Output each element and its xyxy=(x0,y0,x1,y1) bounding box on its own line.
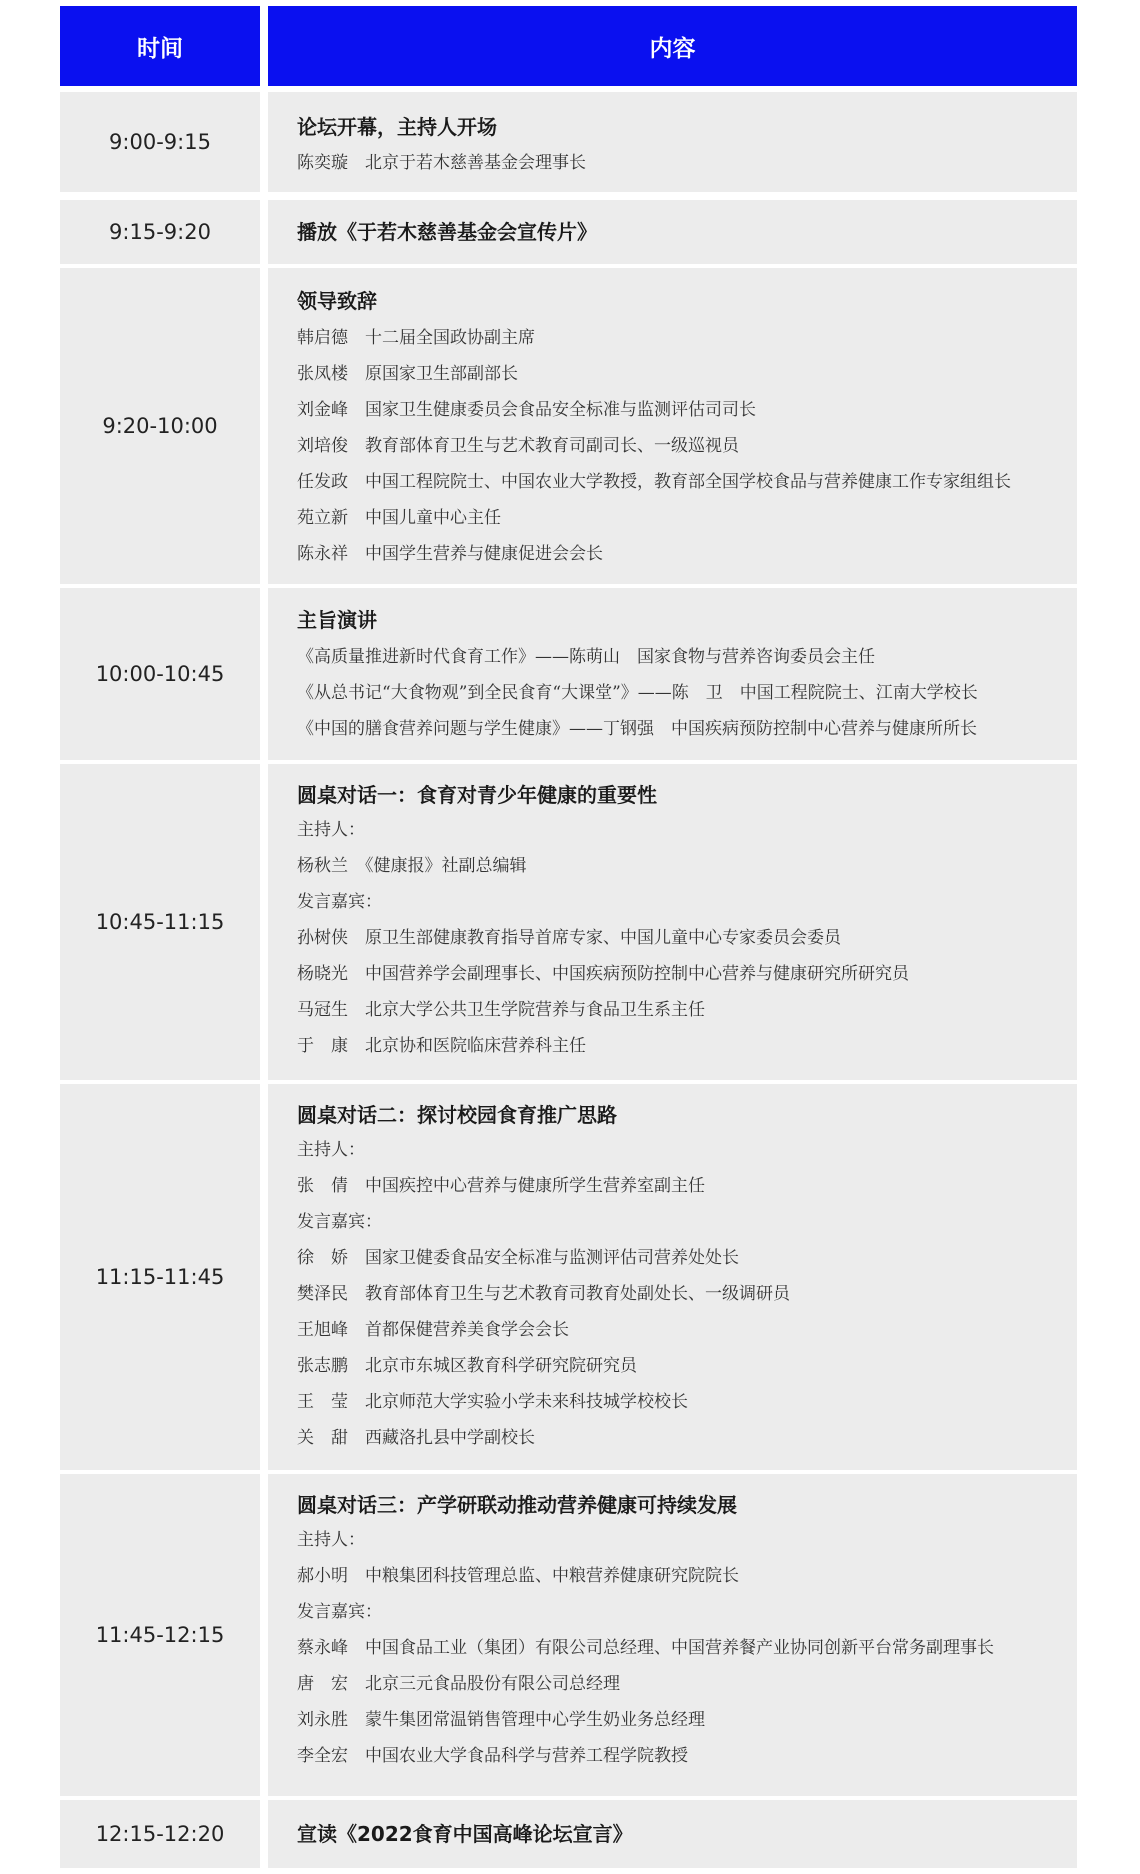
row-line: 孙树侠 原卫生部健康教育指导首席专家、中国儿童中心专家委员会委员 xyxy=(297,928,841,948)
row-time: 10:00-10:45 xyxy=(60,588,260,760)
row-line: 马冠生 北京大学公共卫生学院营养与食品卫生系主任 xyxy=(297,1000,705,1020)
row-line: 发言嘉宾： xyxy=(297,892,382,912)
row-line: 关 甜 西藏洛扎县中学副校长 xyxy=(297,1428,535,1448)
row-line: 主持人： xyxy=(297,1140,365,1160)
row-title: 圆桌对话二：探讨校园食育推广思路 xyxy=(297,1103,617,1127)
row-line: 陈奕璇 北京于若木慈善基金会理事长 xyxy=(297,153,586,173)
row-title: 圆桌对话一：食育对青少年健康的重要性 xyxy=(297,783,657,807)
row-line: 《从总书记“大食物观”到全民食育“大课堂”》——陈 卫 中国工程院院士、江南大学校长 xyxy=(297,683,978,703)
agenda-row xyxy=(60,268,1077,584)
row-lines xyxy=(297,639,1077,747)
row-lines xyxy=(297,1132,1077,1456)
row-lines xyxy=(297,1522,1077,1774)
agenda-row xyxy=(60,92,1077,192)
row-line: 陈永祥 中国学生营养与健康促进会会长 xyxy=(297,544,603,564)
row-line: 蔡永峰 中国食品工业（集团）有限公司总经理、中国营养餐产业协同创新平台常务副理事长 xyxy=(297,1638,994,1658)
agenda-row xyxy=(60,1084,1077,1470)
row-content xyxy=(268,268,1077,584)
row-line: 发言嘉宾： xyxy=(297,1602,382,1622)
agenda-row xyxy=(60,200,1077,264)
row-content xyxy=(268,588,1077,760)
row-line: 刘永胜 蒙牛集团常温销售管理中心学生奶业务总经理 xyxy=(297,1710,705,1730)
row-title: 圆桌对话三：产学研联动推动营养健康可持续发展 xyxy=(297,1493,737,1517)
row-line: 《中国的膳食营养问题与学生健康》——丁钢强 中国疾病预防控制中心营养与健康所所长 xyxy=(297,719,977,739)
row-line: 徐 娇 国家卫健委食品安全标准与监测评估司营养处处长 xyxy=(297,1248,739,1268)
row-content xyxy=(268,1474,1077,1796)
agenda-row xyxy=(60,1800,1077,1868)
row-title: 主旨演讲 xyxy=(297,608,377,632)
row-line: 《高质量推进新时代食育工作》——陈萌山 国家食物与营养咨询委员会主任 xyxy=(297,647,875,667)
row-line: 韩启德 十二届全国政协副主席 xyxy=(297,328,535,348)
row-line: 于 康 北京协和医院临床营养科主任 xyxy=(297,1036,586,1056)
row-time: 9:15-9:20 xyxy=(60,200,260,264)
row-content xyxy=(268,764,1077,1080)
row-time: 12:15-12:20 xyxy=(60,1800,260,1868)
row-line: 樊泽民 教育部体育卫生与艺术教育司教育处副处长、一级调研员 xyxy=(297,1284,790,1304)
row-line: 唐 宏 北京三元食品股份有限公司总经理 xyxy=(297,1674,620,1694)
row-content xyxy=(268,200,1077,264)
row-title: 论坛开幕，主持人开场 xyxy=(297,115,497,139)
row-title: 宣读《2022食育中国高峰论坛宣言》 xyxy=(297,1822,633,1846)
row-line: 王旭峰 首都保健营养美食学会会长 xyxy=(297,1320,569,1340)
row-line: 郝小明 中粮集团科技管理总监、中粮营养健康研究院院长 xyxy=(297,1566,739,1586)
row-content xyxy=(268,92,1077,192)
row-line: 刘金峰 国家卫生健康委员会食品安全标准与监测评估司司长 xyxy=(297,400,756,420)
row-line: 主持人： xyxy=(297,1530,365,1550)
agenda-row xyxy=(60,1474,1077,1796)
row-line: 张 倩 中国疾控中心营养与健康所学生营养室副主任 xyxy=(297,1176,705,1196)
row-line: 杨晓光 中国营养学会副理事长、中国疾病预防控制中心营养与健康研究所研究员 xyxy=(297,964,909,984)
row-time: 10:45-11:15 xyxy=(60,764,260,1080)
header-content: 内容 xyxy=(268,6,1077,86)
row-line: 张凤楼 原国家卫生部副部长 xyxy=(297,364,518,384)
row-line: 主持人： xyxy=(297,820,365,840)
row-lines xyxy=(297,320,1077,572)
row-time: 9:00-9:15 xyxy=(60,92,260,192)
row-line: 张志鹏 北京市东城区教育科学研究院研究员 xyxy=(297,1356,637,1376)
header-time: 时间 xyxy=(60,6,260,86)
row-lines xyxy=(297,812,1077,1064)
row-line: 刘培俊 教育部体育卫生与艺术教育司副司长、一级巡视员 xyxy=(297,436,739,456)
row-time: 11:45-12:15 xyxy=(60,1474,260,1796)
table-header xyxy=(60,6,1077,86)
row-line: 任发政 中国工程院院士、中国农业大学教授，教育部全国学校食品与营养健康工作专家组组长 xyxy=(297,472,1011,492)
row-line: 李全宏 中国农业大学食品科学与营养工程学院教授 xyxy=(297,1746,688,1766)
agenda-row xyxy=(60,588,1077,760)
row-content xyxy=(268,1800,1077,1868)
row-title: 播放《于若木慈善基金会宣传片》 xyxy=(297,220,597,244)
row-content xyxy=(268,1084,1077,1470)
row-time: 11:15-11:45 xyxy=(60,1084,260,1470)
row-line: 发言嘉宾： xyxy=(297,1212,382,1232)
row-title: 领导致辞 xyxy=(297,289,377,313)
agenda-row xyxy=(60,764,1077,1080)
row-line: 王 莹 北京师范大学实验小学未来科技城学校校长 xyxy=(297,1392,688,1412)
row-time: 9:20-10:00 xyxy=(60,268,260,584)
row-line: 杨秋兰 《健康报》社副总编辑 xyxy=(297,856,527,876)
row-line: 苑立新 中国儿童中心主任 xyxy=(297,508,501,528)
